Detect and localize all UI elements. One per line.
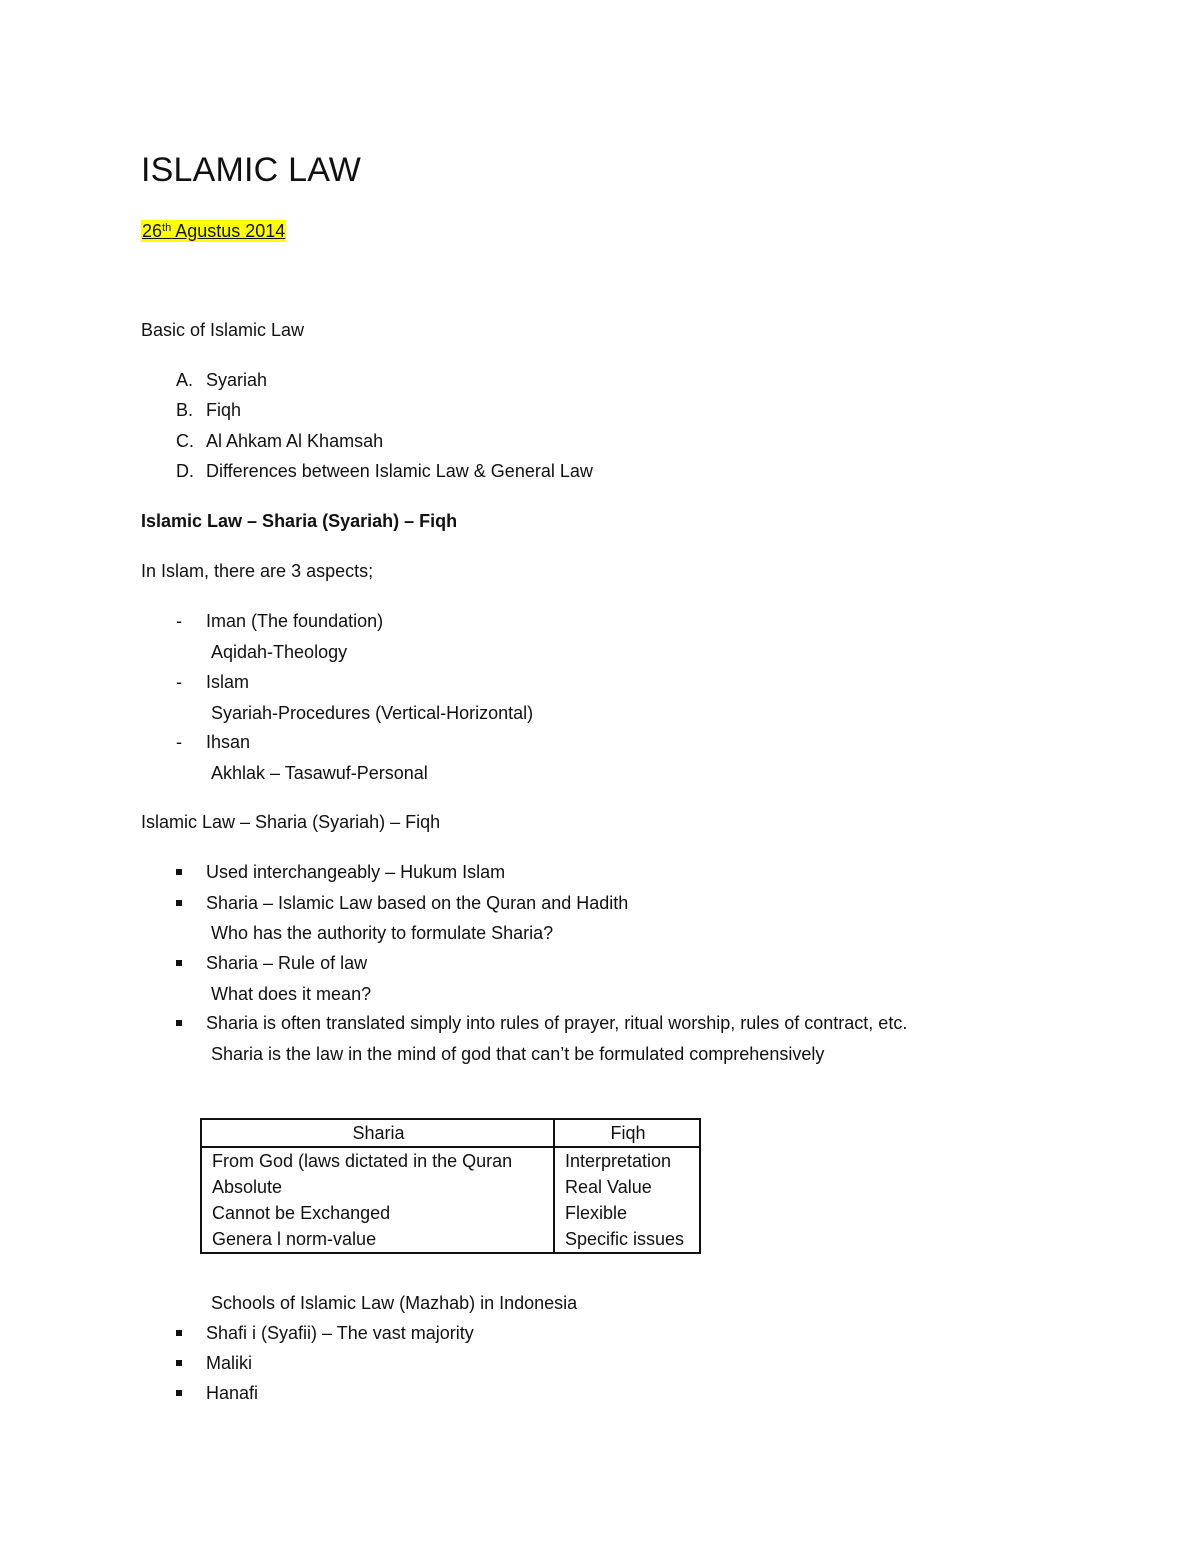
bullet-item (176, 1322, 474, 1344)
table-row (201, 1226, 700, 1253)
date-line (141, 220, 286, 242)
document-title: ISLAMIC LAW (141, 151, 362, 189)
list-item-text: Differences between Islamic Law & General Law (206, 461, 593, 481)
school-name: Hanafi (206, 1383, 259, 1403)
sharia-fiqh-table (200, 1118, 701, 1254)
bullet-text: Sharia – Islamic Law based on the Quran and Hadith (206, 893, 629, 913)
bullet-item (176, 892, 628, 914)
aspect-detail: Akhlak – Tasawuf-Personal (211, 763, 428, 783)
table-header-fiqh: Fiqh (554, 1119, 700, 1147)
table-header-sharia: Sharia (201, 1119, 554, 1147)
date-day: 26 (142, 221, 163, 241)
section-heading: Islamic Law – Sharia (Syariah) – Fiqh (141, 812, 441, 832)
bullet-text: Used interchangeably – Hukum Islam (206, 862, 506, 882)
bullet-item (176, 1352, 252, 1374)
dash-marker: - (176, 672, 182, 692)
bullet-subtext: What does it mean? (211, 984, 372, 1004)
basic-heading: Basic of Islamic Law (141, 320, 305, 340)
square-bullet-icon (176, 1020, 182, 1026)
school-name: Shafi i (Syafii) – The vast majority (206, 1323, 474, 1343)
bullet-item (176, 1382, 258, 1404)
list-marker: C. (176, 431, 194, 451)
table-header-row (201, 1119, 700, 1147)
list-item-text: Al Ahkam Al Khamsah (206, 431, 384, 451)
bullet-subtext: Who has the authority to formulate Sharia? (211, 923, 554, 943)
table-cell: Absolute (201, 1174, 554, 1200)
list-item (176, 369, 267, 391)
list-marker: A. (176, 370, 194, 390)
table-cell: Specific issues (554, 1226, 700, 1253)
date-rest: Agustus 2014 (171, 221, 286, 241)
table-cell: From God (laws dictated in the Quran (201, 1147, 554, 1174)
dash-marker: - (176, 611, 182, 631)
square-bullet-icon (176, 1390, 182, 1396)
square-bullet-icon (176, 900, 182, 906)
dash-marker: - (176, 732, 182, 752)
list-item-text: Syariah (206, 370, 268, 390)
bullet-text: Sharia – Rule of law (206, 953, 368, 973)
square-bullet-icon (176, 1360, 182, 1366)
schools-heading: Schools of Islamic Law (Mazhab) in Indonesia (211, 1293, 578, 1313)
square-bullet-icon (176, 1330, 182, 1336)
bullet-item (176, 952, 367, 974)
list-item (176, 460, 593, 482)
square-bullet-icon (176, 960, 182, 966)
table-cell: Real Value (554, 1174, 700, 1200)
bullet-item (176, 861, 505, 883)
aspect-name: Islam (206, 672, 250, 692)
table-cell: Flexible (554, 1200, 700, 1226)
aspect-item (176, 610, 383, 632)
table-cell: Cannot be Exchanged (201, 1200, 554, 1226)
aspects-intro: In Islam, there are 3 aspects; (141, 561, 374, 581)
aspect-name: Iman (The foundation) (206, 611, 384, 631)
aspect-detail: Syariah-Procedures (Vertical-Horizontal) (211, 703, 534, 723)
list-item-text: Fiqh (206, 400, 242, 420)
section-heading-bold: Islamic Law – Sharia (Syariah) – Fiqh (141, 511, 458, 531)
table-row (201, 1147, 700, 1174)
date-suffix: th (162, 222, 172, 234)
aspect-detail: Aqidah-Theology (211, 642, 348, 662)
list-item (176, 430, 383, 452)
aspect-name: Ihsan (206, 732, 251, 752)
square-bullet-icon (176, 869, 182, 875)
aspect-item (176, 671, 249, 693)
table-row (201, 1200, 700, 1226)
aspect-item (176, 731, 250, 753)
list-marker: D. (176, 461, 194, 481)
bullet-item (176, 1012, 907, 1034)
bullet-subtext: Sharia is the law in the mind of god that can’t be formulated comprehensively (211, 1044, 825, 1064)
list-item (176, 399, 241, 421)
table-cell: Interpretation (554, 1147, 700, 1174)
list-marker: B. (176, 400, 194, 420)
table-row (201, 1174, 700, 1200)
bullet-text: Sharia is often translated simply into rules of prayer, ritual worship, rules of contract, etc. (206, 1013, 908, 1033)
school-name: Maliki (206, 1353, 253, 1373)
table-cell: Genera l norm-value (201, 1226, 554, 1253)
